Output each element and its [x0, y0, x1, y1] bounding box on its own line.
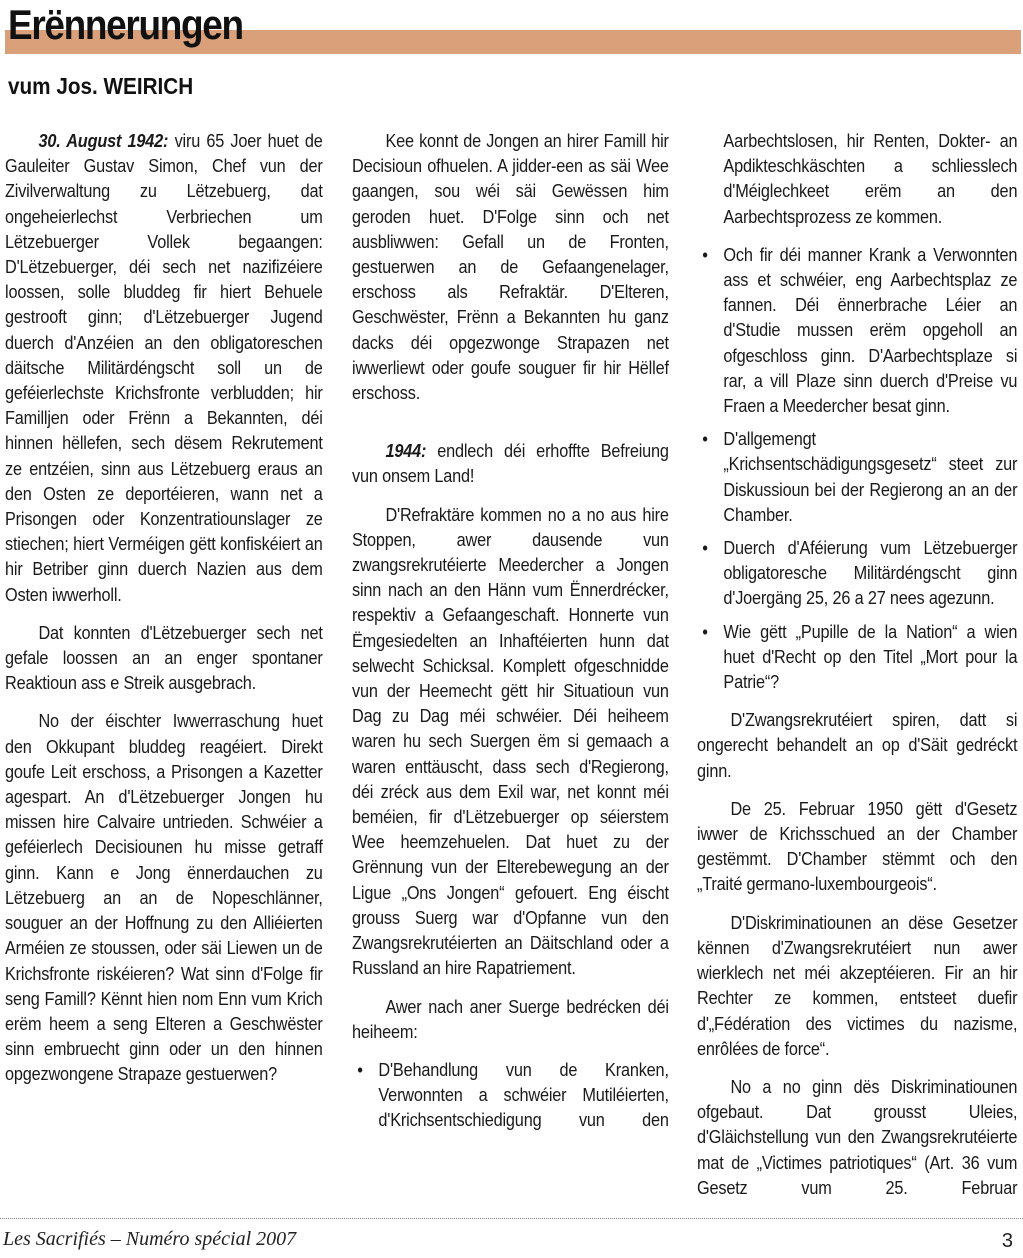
- date-lead: 30. August 1942:: [38, 130, 169, 151]
- list-item-text: Och fir déi manner Krank a Verwonnten ass et schwéier, eng Aarbechtsplaz ze fannen. Déi ënnerbrache Léier an d'Studie mussen erëm opgeholl an ofgeschloss ginn. D'Aarbechtsplaze si rar, a vill Plaze sinn duerch d'Preise vu Fraen a Meedercher besat ginn.: [723, 243, 1018, 417]
- list-item: [697, 535, 1017, 611]
- list-item: [352, 1057, 669, 1133]
- article-title: Erënnerungen: [8, 1, 243, 48]
- paragraph: Dat konnten d'Lëtzebuerger sech net gefale loossen an an enger spontaner Reaktioun ass e Streik ausgebrach.: [5, 621, 323, 694]
- date-lead: 1944:: [385, 440, 427, 462]
- paragraph: D'Refraktäre kommen no a no aus hire Stoppen, awer dausende vun zwangsrekrutéierte Meedercher a Jongen sinn nach an den Hänn vum Ënnerdrécker, respektiv a Gefaangeschaft. Honnerte vun Ëmgesiedelten an Inhaftéierten hunn dat selwecht Schicksal. Komplett ofgeschnidde vun der Heemecht gëtt hir Situatioun vun Dag zu Dag méi schwéier. Déi heiheem waren hu sech Suergen ëm si gemaach a waren enttäuscht, dass sech d'Regierong, déi zréck aus dem Exil war, net konnt méi beméien, fir d'Lëtzebuerger op séierstem Wee heemzehuelen. Dat huet zu der Grënnung vun der Elterebewegung an der Ligue „Ons Jongen“ gefouert. Eng éischt grouss Suerg war d'Opfanne vun den Zwangsrekrutéierten an Däitschland oder a Russland an hire Rapatriement.: [352, 503, 669, 979]
- list-item-text: Wie gëtt „Pupille de la Nation“ a wien huet d'Recht op den Titel „Mort pour la Patrie“?: [723, 620, 1018, 693]
- paragraph: Awer nach aner Suerge bedrécken déi heiheem:: [352, 995, 669, 1042]
- author-byline: vum Jos. WEIRICH: [8, 73, 194, 99]
- text-column-1: [5, 128, 323, 1100]
- concerns-list-continued: [697, 242, 1017, 694]
- text-column-2: [352, 128, 669, 1146]
- footer-divider: [0, 1218, 1023, 1219]
- paragraph: D'Diskriminatiounen an dëse Gesetzer kënnen d'Zwangsrekrutéiert nun awer wierklech net méi akzeptéieren. Fir an hir Rechter ze kommen, entsteet duefir d'„Fédération des victimes du nazisme, enrôlées de force“.: [697, 911, 1018, 1059]
- paragraph: [5, 128, 323, 607]
- list-item: [697, 242, 1017, 418]
- publication-footer: Les Sacrifiés – Numéro spécial 2007: [3, 1228, 297, 1250]
- paragraph: Kee konnt de Jongen an hirer Famill hir Decisioun ofhuelen. A jidder-een as säi Wee gaangen, sou wéi säi Gewëssen him geroden huet. D'Folge sinn och net ausbliwwen: Gefall un de Fronten, gestuerwen an de Gefaangenelager, erschoss als Refraktär. D'Elteren, Geschwëster, Frënn a Bekannten hu ganz dacks déi opgezwonge Strapazen net iwwerliewt oder goufe souguer fir hir Hëllef erschoss.: [352, 130, 669, 404]
- paragraph: No a no ginn dës Diskriminatiounen ofgebaut. Dat grousst Uleies, d'Gläichstellung vun den Zwangsrekrutéierte mat de „Victimes patriotiques“ (Art. 36 vum Gesetz vum 25. Februar: [697, 1075, 1018, 1198]
- list-item-text: D'Behandlung vun de Kranken, Verwonnten a schwéier Mutiléierten, d'Krichsentschiedigung vun den: [378, 1058, 669, 1131]
- list-item: [697, 619, 1017, 695]
- bullet-icon: •: [702, 620, 708, 642]
- paragraph: D'Zwangsrekrutéiert spiren, datt si ongerecht behandelt an op d'Säit gedréckt ginn.: [697, 709, 1018, 781]
- paragraph: [352, 438, 669, 488]
- concerns-list: [352, 1057, 669, 1133]
- paragraph-text: viru 65 Joer huet de Gauleiter Gustav Simon, Chef vun der Zivilverwaltung zu Lëtzebuerg, dat ongeheierlechst Verbriechen um Lëtzebuerger Vollek begaangen: D'Lëtzebuerger, déi sech net nazifizéiere loossen, solle bluddeg fir hiert Behuele gestrooft ginn; d'Lëtzebuerger Jugend duerch d'Anzéien an den obligatoreschen däitsche Militärdéngscht soll un de geféierlechste Krichsfronte verbludden; hir Familljen oder Frënn a Bekannten, déi hinnen hëllefen, sech dësem Rekrutement ze entzéien, sinn aus Lëtzebuerg eraus an den Osten ze deportéieren, wann net a Prisongen oder Konzentratiounslager ze stiechen; hiert Verméigen gëtt konfiskéiert an hir Betriber ginn duerch Nazien aus dem Osten iwwerholl.: [5, 130, 323, 605]
- bullet-icon: •: [702, 537, 708, 559]
- page-number: 3: [1001, 1230, 1013, 1252]
- paragraph: No der éischter Iwwerraschung huet den Okkupant bluddeg reagéiert. Direkt goufe Leit erschoss, a Prisongen a Kazetter agespart. An d'Lëtzebuerger Jongen hu missen hire Calvaire untrieden. Schwéier a geféierlech Decisiounen hu misse getraff ginn. Kann e Jong ënnerdauchen zu Lëtzebuerg an an de Nopeschlänner, souguer an der Hoffnung zu den Alliéierten Arméien ze stoussen, oder säi Liewen un de Krichsfronte riskéieren? Wat sinn d'Folge fir seng Famill? Kënnt hien nom Enn vum Krich erëm heem a seng Elteren a Geschwëster sinn embruecht ginn oder un den hinnen opgezwongene Strapaze gestuerwen?: [5, 710, 323, 1085]
- paragraph-text: endlech déi erhoffte Befreiung vun onsem Land!: [352, 440, 669, 487]
- list-item-text: Duerch d'Aféierung vum Lëtzebuerger obligatoresche Militärdéngscht ginn d'Joergäng 25, 26 a 27 nees agezunn.: [723, 537, 1018, 609]
- text-column-3: [697, 128, 1017, 1200]
- bullet-icon: •: [357, 1058, 363, 1080]
- list-item-text: D'allgemengt „Krichsentschädigungsgesetz“ steet zur Diskussioun bei der Regierong an an der Chamber.: [723, 428, 1018, 525]
- bullet-icon: •: [702, 243, 708, 265]
- bullet-icon: •: [702, 428, 708, 450]
- list-item-continuation: Aarbechtslosen, hir Renten, Dokter- an Apdikteschkäschten a schliesslech d'Méiglechkeet erëm an den Aarbechtsprozess ze kommen.: [723, 130, 1018, 227]
- paragraph: De 25. Februar 1950 gëtt d'Gesetz iwwer de Krichsschued an der Chamber gestëmmt. D'Chamber stëmmt och den „Traité germano-luxembourgeois“.: [697, 797, 1018, 895]
- list-item: [697, 426, 1017, 527]
